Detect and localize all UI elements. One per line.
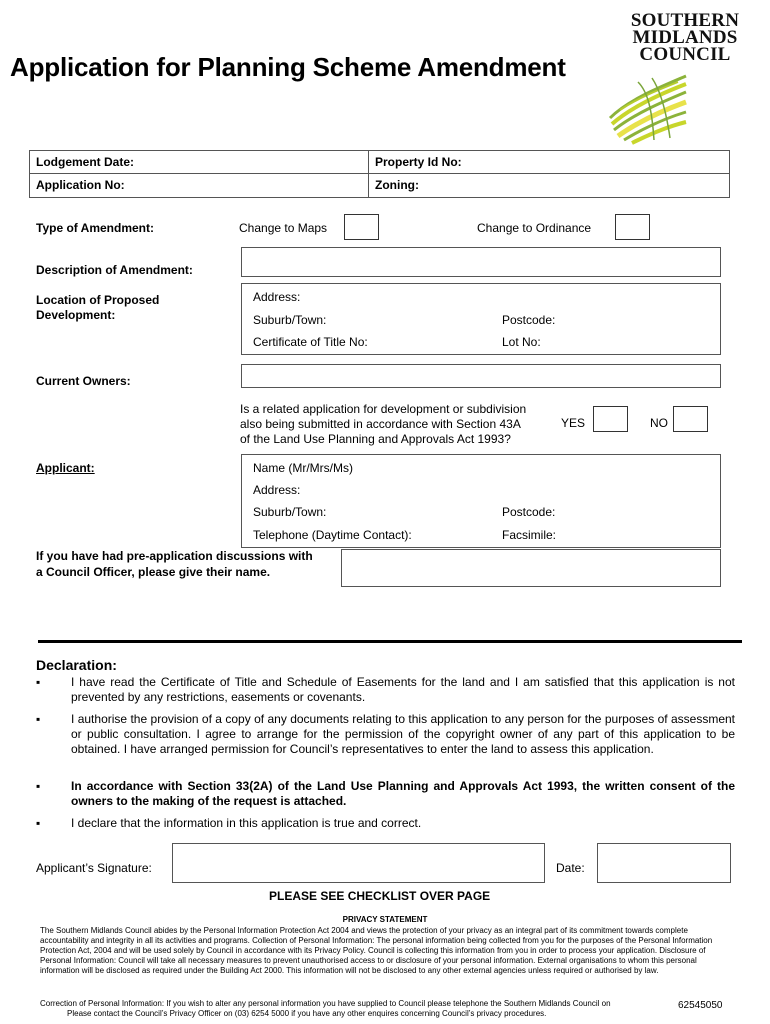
page-title: Application for Planning Scheme Amendment <box>10 52 566 82</box>
preapp-line1: If you have had pre-application discussions with <box>36 549 313 563</box>
bullet-icon: ▪ <box>36 712 41 726</box>
logo-line-3: COUNCIL <box>639 44 731 65</box>
applicant-address-label: Address: <box>253 483 301 497</box>
current-owners-field[interactable] <box>241 364 721 388</box>
privacy-body: The Southern Midlands Council abides by the Personal Information Protection Act 2004 and views the protection of your privacy as an integral part of its commitment towards complete accountability and integrity in all its activities and programs. Collection of Personal Information: The personal information being collected from you for the purposes of the Personal Information Protection Act, 2004 and will be used solely by Council in accordance with its Privacy Policy. Council is collecting this information from you in order to process your application. Disclosure of Personal Information: Council will take all necessary measures to prevent unauthorised access to or disclosure of your personal information. External organisations to whom this personal information will be disclosed as required under the Building Act 2000. This information will not be disclosed to any other external agencies unless required or authorised by law. <box>40 926 713 975</box>
signature-field[interactable] <box>172 843 545 883</box>
lot-no-label: Lot No: <box>502 335 541 349</box>
change-to-maps-label: Change to Maps <box>239 221 328 235</box>
certificate-of-title-label: Certificate of Title No: <box>253 335 368 349</box>
signature-label: Applicant’s Signature: <box>36 861 152 875</box>
privacy-correction-line2: Please contact the Council’s Privacy Officer on (03) 6254 5000 if you have any other enquires concerning Council’s privacy procedures. <box>67 1009 547 1018</box>
declaration-item-2: I authorise the provision of a copy of any documents relating to this application to any person for the purposes of assessment or public consultation. I agree to arrange for the permission of the copyright owner of any part of this application to be obtained. I have arranged permission for Council’s representatives to enter the land to assess this application. <box>71 712 735 756</box>
applicant-name-label: Name (Mr/Mrs/Ms) <box>253 461 353 475</box>
preapp-line2: a Council Officer, please give their name. <box>36 565 271 579</box>
applicant-label: Applicant: <box>36 461 95 475</box>
section-divider <box>38 640 742 643</box>
property-id-label: Property Id No: <box>375 155 462 169</box>
location-postcode-label: Postcode: <box>502 313 556 327</box>
location-suburb-label: Suburb/Town: <box>253 313 327 327</box>
declaration-item-1: I have read the Certificate of Title and Schedule of Easements for the land and I am satisfied that this application is not prevented by any restrictions, easements or covenants. <box>71 675 735 704</box>
council-officer-field[interactable] <box>341 549 721 587</box>
related-application-q3: of the Land Use Planning and Approvals Act 1993? <box>240 432 511 446</box>
location-label-line1: Location of Proposed <box>36 293 160 307</box>
location-address-label: Address: <box>253 290 301 304</box>
council-logo-icon <box>608 70 688 145</box>
change-to-maps-checkbox[interactable] <box>344 214 379 240</box>
change-to-ordinance-checkbox[interactable] <box>615 214 650 240</box>
applicant-postcode-label: Postcode: <box>502 505 556 519</box>
bullet-icon: ▪ <box>36 675 41 689</box>
change-to-ordinance-label: Change to Ordinance <box>477 221 592 235</box>
logo-line-2: MIDLANDS <box>632 27 738 48</box>
logo-line-1: SOUTHERN <box>630 10 740 31</box>
declaration-heading: Declaration: <box>36 657 117 673</box>
declaration-item-4: I declare that the information in this application is true and correct. <box>71 816 422 830</box>
applicant-facsimile-label: Facsimile: <box>502 528 557 542</box>
council-logo-text <box>605 12 765 63</box>
applicant-suburb-label: Suburb/Town: <box>253 505 327 519</box>
privacy-heading: PRIVACY STATEMENT <box>342 915 428 924</box>
description-field[interactable] <box>241 247 721 277</box>
checklist-notice: PLEASE SEE CHECKLIST OVER PAGE <box>269 889 491 903</box>
type-of-amendment-label: Type of Amendment: <box>36 221 155 235</box>
current-owners-label: Current Owners: <box>36 374 131 388</box>
no-checkbox[interactable] <box>673 406 708 432</box>
yes-label: YES <box>561 416 586 430</box>
date-field[interactable] <box>597 843 731 883</box>
privacy-correction-line1: Correction of Personal Information: If you wish to alter any personal information you have supplied to Council please telephone the Southern Midlands Council on <box>40 999 611 1008</box>
related-application-q2: also being submitted in accordance with Section 43A <box>240 417 521 431</box>
applicant-telephone-label: Telephone (Daytime Contact): <box>253 528 412 542</box>
yes-checkbox[interactable] <box>593 406 628 432</box>
zoning-label: Zoning: <box>375 178 419 192</box>
table-divider <box>368 150 369 198</box>
date-label: Date: <box>556 861 585 875</box>
location-label-line2: Development: <box>36 308 116 322</box>
no-label: NO <box>650 416 668 430</box>
lodgement-date-label: Lodgement Date: <box>36 155 135 169</box>
bullet-icon: ▪ <box>36 816 41 830</box>
application-no-label: Application No: <box>36 178 125 192</box>
declaration-item-3: In accordance with Section 33(2A) of the Land Use Planning and Approvals Act 1993, the written consent of the owners to the making of the request is attached. <box>71 779 735 808</box>
table-divider <box>29 173 730 174</box>
phone-number: 62545050 <box>678 1000 723 1011</box>
description-label: Description of Amendment: <box>36 263 193 277</box>
related-application-q1: Is a related application for development or subdivision <box>240 402 527 416</box>
bullet-icon: ▪ <box>36 779 41 793</box>
